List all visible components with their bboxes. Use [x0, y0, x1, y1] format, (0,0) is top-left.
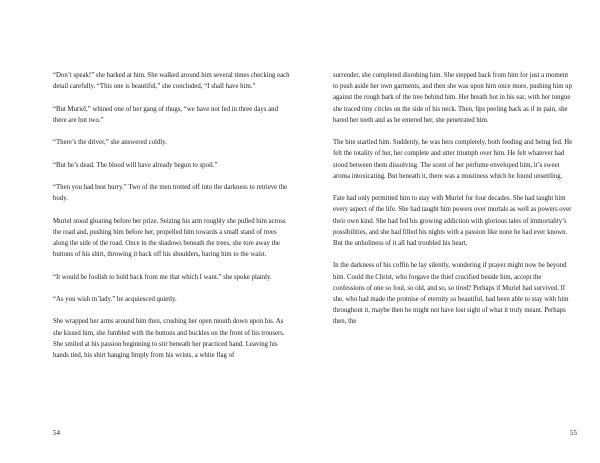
paragraph: “Then you had best hurry.” Two of the men trotted off into the darkness to retrieve the body.	[53, 183, 288, 203]
paragraph: surrender, she completed disrobing him. She stepped back from him for just a moment to push aside her own garments, and then she was upon him once more, pushing him up against the rough bark of the tree behind him. Her breath hot in his ear, with her tongue she traced tiny circles on the side of his neck. Then, lips peeling back as if in pain, she bared her teeth and as he entered her, she penetrated him.	[333, 72, 572, 124]
right-text-column	[333, 70, 573, 339]
paragraph: She wrapped her arms around him then, crushing her open mouth down upon his. As she kissed him, she fumbled with the buttons and buckles on the front of his trousers. She smiled at his passion beginning to stir beneath her practiced hand. Leaving his hands tied, his shirt hanging limply from his wrists, a white flag of	[53, 318, 285, 359]
left-text-column	[53, 70, 293, 372]
paragraph: “There’s the driver,” she answered coldly.	[53, 139, 167, 147]
paragraph: “Don’t speak!” she barked at him. She walked around him several times checking each detail carefully. “This one is beautiful,” she concluded, “I shall have him.”	[53, 72, 290, 91]
right-page	[300, 0, 600, 463]
paragraph: Muriel stood gloating before her prize. Seizing his arm roughly she pulled him across the road and, pushing him before her, propelled him towards a small stand of trees along the side of the road. Once in the shadows beneath the trees, she tore away the buttons of his shirt, throwing it back off his shoulders, baring him to the waist.	[53, 217, 286, 259]
page-number: 54	[53, 429, 60, 437]
paragraph: “But he’s dead. The blood will have already begun to spoil.”	[53, 161, 218, 169]
page-number: 55	[570, 429, 577, 437]
paragraph: “It would be foolish to hold back from me that which I want.” she spoke plainly.	[53, 273, 272, 281]
paragraph: Fate had only permitted him to stay with Muriel for four decades. She had taught him every aspect of the life. She had taught him powers over mortals as well as powers over their own kind. She had fed his growing addiction with glorious tales of immortality’s possibilities, and she had filled his nights with a passion like none he had ever known. But the unholiness of it all had troubled his heart.	[333, 195, 572, 248]
paragraph: “As you wish m’lady.” he acquiesced quietly.	[53, 295, 177, 303]
paragraph: The bite startled him. Suddenly, he was hers completely, both feeding and being fed. He felt the totality of her, her complete and utter triumph over him. He felt whatever had stood between them dissolving. The scent of her perfume enveloped him, it’s sweet aroma intoxicating. But beneath it, there was a mustiness which he found unsettling.	[333, 139, 573, 180]
paragraph: “But Muriel,” whined one of her gang of thugs, “we have not fed in three days and there are but two.”	[53, 105, 278, 124]
paragraph: In the darkness of his coffin he lay silently, wondering if prayer might now be beyond him. Could the Christ, who forgave the thief crucified beside him, accept the confessions of one so foul, so old, and so, so tired? Perhaps if Muriel had survived. If she, who had made the promise of eternity so beautiful, had been able to stay with him throughout it, maybe then he might not have lost sight of what it truly meant. Perhaps then, the	[333, 262, 569, 326]
